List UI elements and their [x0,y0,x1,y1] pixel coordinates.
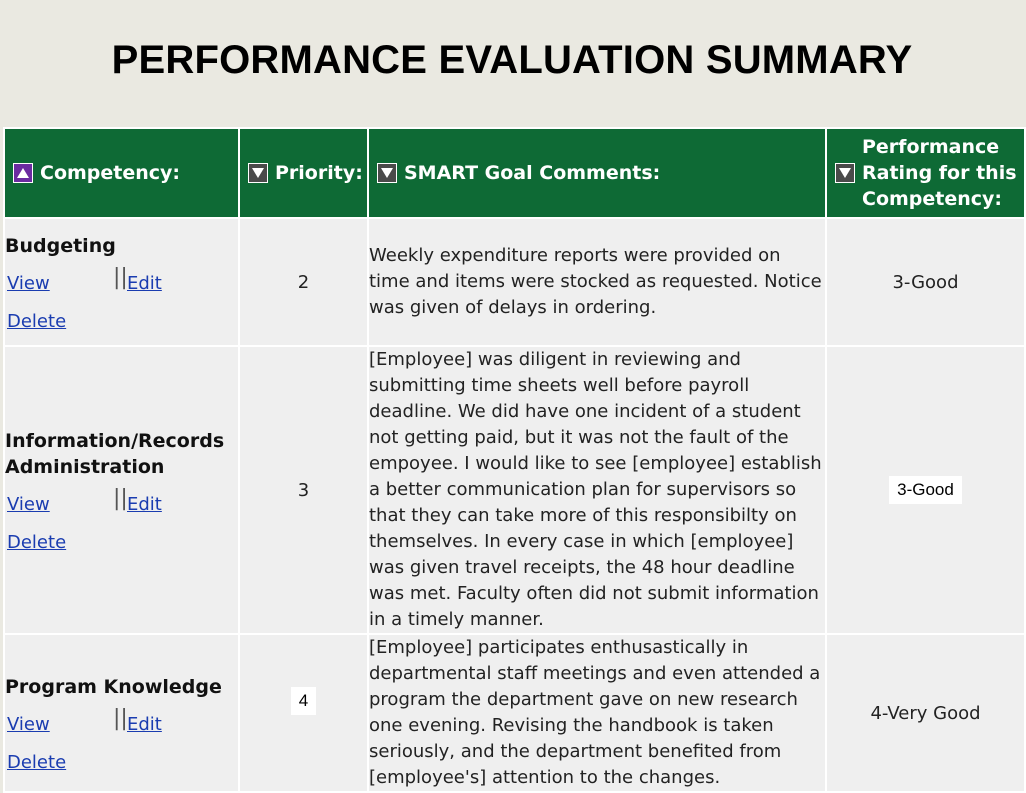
action-separator: || [113,705,128,731]
edit-link[interactable]: Edit [127,493,162,515]
page-title: PERFORMANCE EVALUATION SUMMARY [111,38,913,82]
view-link[interactable]: View [7,272,50,294]
competency-name: Budgeting [5,234,116,257]
edit-link[interactable]: Edit [127,713,162,735]
sort-ascending-icon[interactable] [13,163,33,183]
column-header-competency[interactable] [4,128,239,218]
column-label-comments: SMART Goal Comments: [404,162,661,184]
column-header-comments[interactable] [368,128,826,218]
table-row [4,218,1025,346]
view-link[interactable]: View [7,493,50,515]
view-link[interactable]: View [7,713,50,735]
table-row [4,634,1025,792]
delete-link[interactable]: Delete [7,310,67,332]
competency-name: Program Knowledge [5,675,222,698]
rating-value: 3-Good [889,476,962,504]
competency-cell [4,218,239,346]
table-row [4,346,1025,634]
row-actions [5,264,238,307]
comment-cell: Weekly expenditure reports were provided on time and items were stocked as requested. Notice was given of delays in ordering. [368,218,826,346]
sort-descending-icon[interactable] [377,163,397,183]
competency-cell [4,346,239,634]
competency-name-line1: Information/Records [5,429,225,452]
column-label-priority: Priority: [275,162,363,184]
comment-cell: [Employee] was diligent in reviewing and submitting time sheets well before payroll deadline. We did have one incident of a student not getting paid, but it was not the fault of the empoyee. I would like to see [employee] establish a better communication plan for supervisors so that they can take more of this responsibilty on themselves. In every case in which [employee] was given travel receipts, the 48 hour deadline was met. Faculty often did not submit information in a timely manner. [368,346,826,634]
comment-cell: [Employee] participates enthusastically in departmental staff meetings and even attended a program the department gave on new research one evening. Revising the handbook is taken seriously, and the department benefited from [employee's] attention to the changes. [368,634,826,792]
column-header-priority[interactable] [239,128,368,218]
row-actions [5,705,238,748]
rating-cell [826,346,1025,634]
rating-cell: 4-Very Good [826,634,1025,792]
column-label-competency: Competency: [40,162,181,184]
column-label-rating-line3: Competency: [862,188,1003,210]
action-separator: || [113,264,128,290]
sort-descending-icon[interactable] [248,163,268,183]
delete-link[interactable]: Delete [7,531,67,553]
rating-cell: 3-Good [826,218,1025,346]
header-row [4,128,1025,218]
evaluation-table [3,127,1026,793]
column-label-rating-line1: Performance [862,136,1000,158]
priority-cell [239,634,368,792]
edit-link[interactable]: Edit [127,272,162,294]
delete-link[interactable]: Delete [7,751,67,773]
column-header-rating[interactable] [826,128,1025,218]
action-separator: || [113,485,128,511]
evaluation-table-container [3,127,1024,788]
column-label-rating-line2: Rating for this [862,162,1017,184]
priority-cell: 3 [239,346,368,634]
sort-descending-icon[interactable] [835,163,855,183]
priority-cell: 2 [239,218,368,346]
row-actions [5,485,238,528]
competency-name-line2: Administration [5,455,165,478]
competency-cell [4,634,239,792]
priority-value: 4 [291,687,316,715]
